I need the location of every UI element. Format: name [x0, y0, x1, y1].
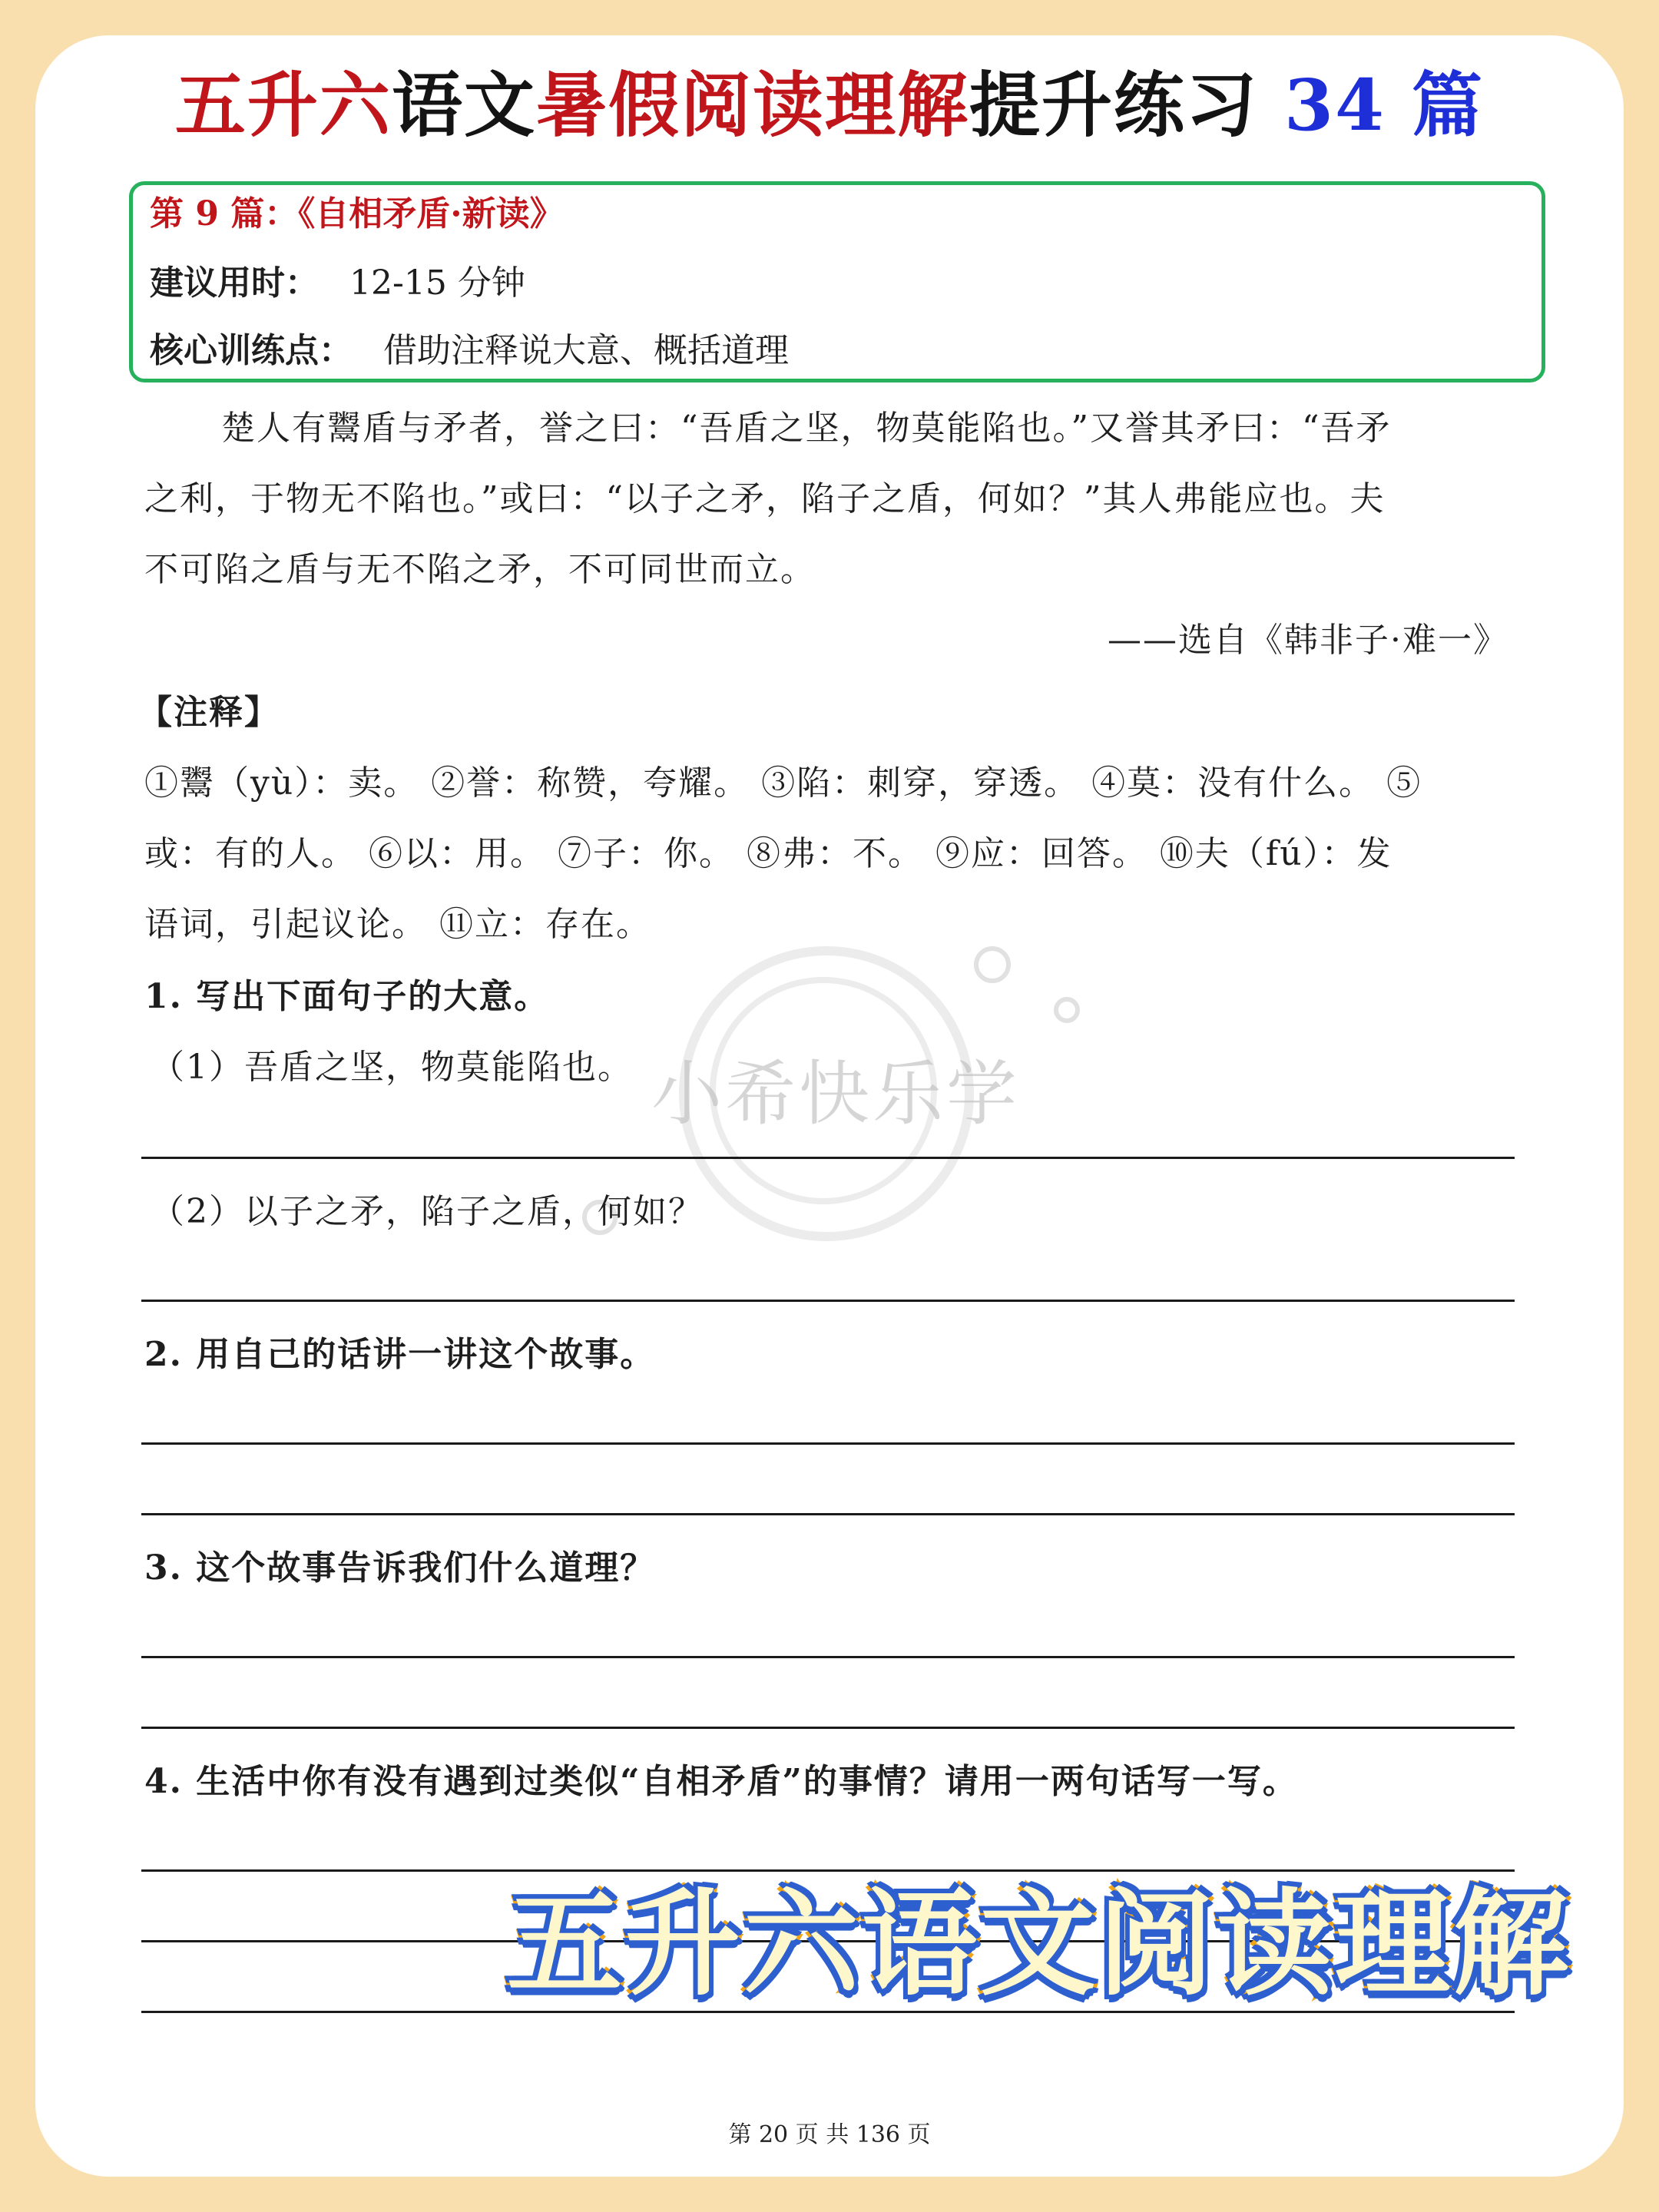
- suggested-time: [150, 260, 525, 306]
- question-1-sub-2: （2）以子之矛，陷子之盾，何如？: [151, 1192, 704, 1231]
- page-title: [0, 63, 1659, 147]
- watermark-bubble-icon: [974, 946, 1011, 983]
- answer-line[interactable]: [141, 1727, 1515, 1729]
- suggested-time-value: 12-15 分钟: [349, 263, 525, 303]
- question-1: 1. 写出下面句子的大意。: [144, 977, 550, 1016]
- question-3: 3. 这个故事告诉我们什么道理？: [144, 1548, 656, 1588]
- watermark-bubble-icon: [1054, 997, 1080, 1023]
- passage-line: 之利，于物无不陷也。”或曰：“以子之矛，陷子之盾，何如？”其人弗能应也。夫: [144, 479, 1386, 518]
- page-number: 第 20 页 共 136 页: [728, 2121, 931, 2148]
- question-4: 4. 生活中你有没有遇到过类似“自相矛盾”的事情？请用一两句话写一写。: [144, 1762, 1298, 1801]
- answer-line[interactable]: [141, 1157, 1515, 1159]
- notes-line: 语词，引起议论。 ⑪立：存在。: [144, 905, 651, 944]
- lesson-heading: 第 9 篇：《自相矛盾·新读》: [150, 194, 564, 233]
- answer-line[interactable]: [141, 1300, 1515, 1302]
- answer-line[interactable]: [141, 1442, 1515, 1445]
- lesson-info-box: [129, 181, 1545, 382]
- passage-line: 不可陷之盾与无不陷之矛，不可同世而立。: [144, 550, 816, 589]
- title-topic: 暑假阅读理解: [535, 64, 969, 147]
- core-training-value: 借助注释说大意、概括道理: [383, 331, 789, 370]
- promo-banner: 五升六语文阅读理解: [507, 1878, 1572, 2012]
- question-2: 2. 用自己的话讲一讲这个故事。: [144, 1335, 656, 1374]
- question-1-sub-1: （1）吾盾之坚，物莫能陷也。: [151, 1048, 633, 1087]
- title-subject: 语文: [391, 64, 536, 147]
- title-grade: 五升六: [174, 64, 392, 147]
- passage-source: ——选自《韩非子·难一》: [1108, 621, 1508, 660]
- suggested-time-label: 建议用时：: [150, 263, 319, 303]
- answer-line[interactable]: [141, 1513, 1515, 1515]
- notes-line: ①鬻（yù）：卖。 ②誉：称赞，夸耀。 ③陷：刺穿，穿透。 ④莫：没有什么。 ⑤: [144, 763, 1422, 803]
- passage-line: 楚人有鬻盾与矛者，誉之曰：“吾盾之坚，物莫能陷也。”又誉其矛曰：“吾矛: [221, 409, 1392, 448]
- core-training-point: [150, 328, 789, 374]
- notes-heading: 【注释】: [138, 693, 280, 732]
- core-training-label: 核心训练点：: [150, 331, 353, 370]
- watermark-text: 小希快乐学: [651, 1053, 1020, 1135]
- title-count: 34 篇: [1284, 64, 1485, 147]
- notes-line: 或：有的人。 ⑥以：用。 ⑦子：你。 ⑧弗：不。 ⑨应：回答。 ⑩夫（fú）：发: [144, 834, 1392, 873]
- title-practice: 提升练习: [969, 64, 1284, 147]
- answer-line[interactable]: [141, 1869, 1515, 1872]
- answer-line[interactable]: [141, 1656, 1515, 1658]
